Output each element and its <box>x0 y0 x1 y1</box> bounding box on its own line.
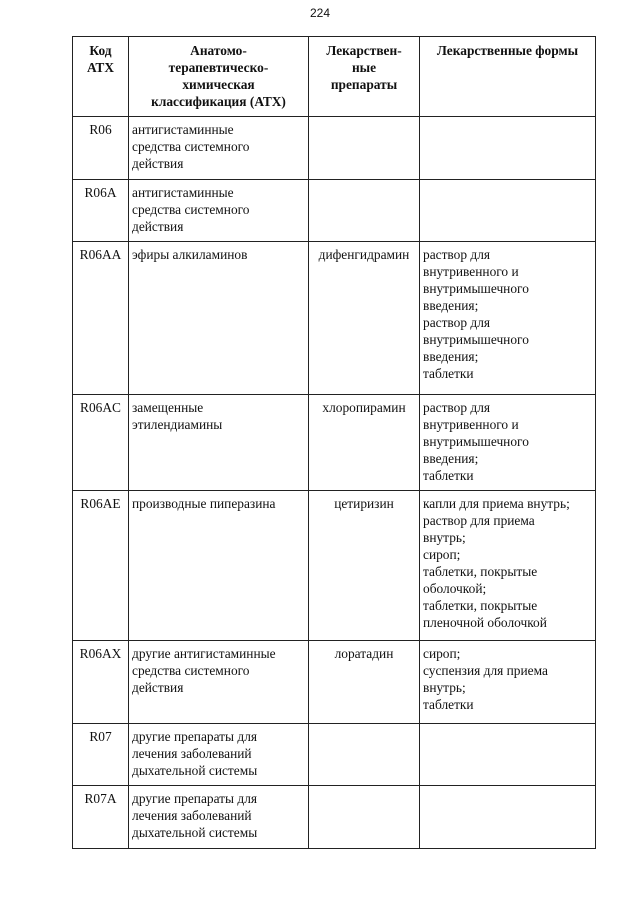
classification-cell: антигистаминные средства системного действия <box>129 117 309 180</box>
atx-code-cell: R07 <box>73 724 129 786</box>
forms-cell: раствор для внутривенного и внутримышечного введения; раствор для внутримышечного введения; таблетки <box>420 242 596 395</box>
table-header-row <box>73 37 596 117</box>
atx-code-cell: R06A <box>73 180 129 242</box>
drug-cell: лоратадин <box>309 641 420 724</box>
table-row <box>73 641 596 724</box>
drug-cell <box>309 117 420 180</box>
table-row <box>73 242 596 395</box>
table-row <box>73 395 596 491</box>
forms-cell: капли для приема внутрь; раствор для приема внутрь; сироп; таблетки, покрытые оболочкой; таблетки, покрытые пленочной оболочкой <box>420 491 596 641</box>
classification-cell: антигистаминные средства системного действия <box>129 180 309 242</box>
atx-code-cell: R06AX <box>73 641 129 724</box>
forms-cell <box>420 180 596 242</box>
atx-classification-table <box>72 36 596 849</box>
atx-code-cell: R06 <box>73 117 129 180</box>
classification-cell: другие антигистаминные средства системного действия <box>129 641 309 724</box>
table-row <box>73 724 596 786</box>
classification-cell: замещенные этилендиамины <box>129 395 309 491</box>
atx-code-cell: R06AA <box>73 242 129 395</box>
classification-cell: эфиры алкиламинов <box>129 242 309 395</box>
drug-cell: хлоропирамин <box>309 395 420 491</box>
header-classification: Анатомо- терапевтическо- химическая классификация (АТХ) <box>129 37 309 117</box>
header-drugs: Лекарствен- ные препараты <box>309 37 420 117</box>
atx-code-cell: R06AC <box>73 395 129 491</box>
forms-cell: сироп; суспензия для приема внутрь; таблетки <box>420 641 596 724</box>
classification-cell: другие препараты для лечения заболеваний дыхательной системы <box>129 786 309 849</box>
atx-code-cell: R06AE <box>73 491 129 641</box>
drug-cell <box>309 786 420 849</box>
classification-cell: другие препараты для лечения заболеваний дыхательной системы <box>129 724 309 786</box>
forms-cell: раствор для внутривенного и внутримышечного введения; таблетки <box>420 395 596 491</box>
drug-cell <box>309 180 420 242</box>
drug-cell <box>309 724 420 786</box>
header-forms: Лекарственные формы <box>420 37 596 117</box>
page-number: 224 <box>309 6 331 20</box>
classification-cell: производные пиперазина <box>129 491 309 641</box>
forms-cell <box>420 724 596 786</box>
table-row <box>73 117 596 180</box>
drug-cell: цетиризин <box>309 491 420 641</box>
table-row <box>73 786 596 849</box>
forms-cell <box>420 117 596 180</box>
drug-cell: дифенгидрамин <box>309 242 420 395</box>
table-row <box>73 491 596 641</box>
table-row <box>73 180 596 242</box>
header-code: Код АТХ <box>73 37 129 117</box>
forms-cell <box>420 786 596 849</box>
atx-code-cell: R07A <box>73 786 129 849</box>
